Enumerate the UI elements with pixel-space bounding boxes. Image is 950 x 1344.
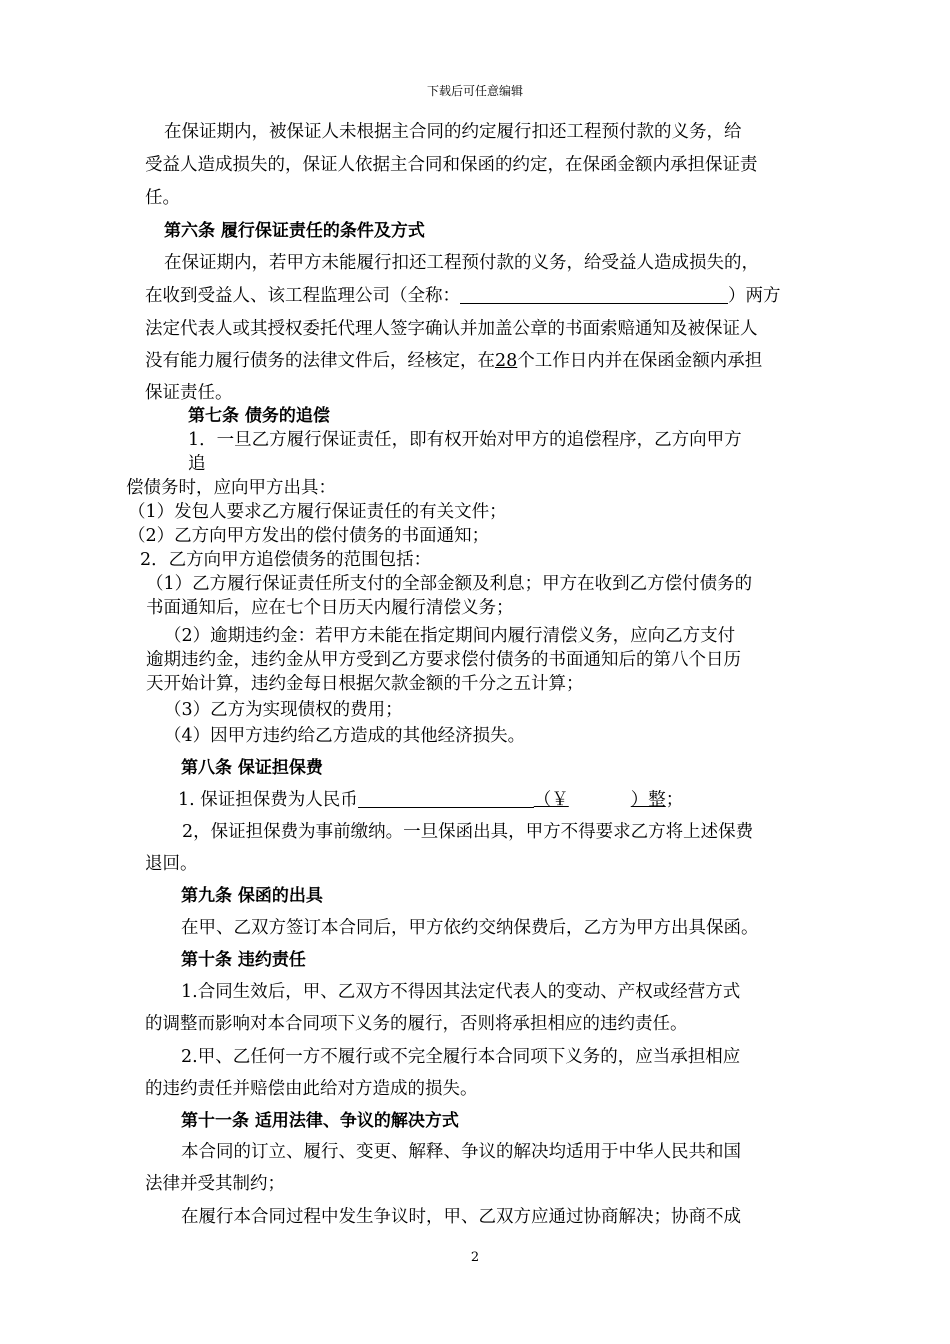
list-item: （2）乙方向甲方发出的偿付债务的书面通知； <box>128 526 490 546</box>
article-10-heading: 第十条 违约责任 <box>181 950 306 970</box>
paragraph-line: 本合同的订立、履行、变更、解释、争议的解决均适用于中华人民共和国 <box>181 1142 741 1162</box>
page-header: 下载后可任意编辑 <box>426 84 523 98</box>
text: 个工作日内并在保函金额内承担 <box>517 351 763 371</box>
list-item: （1）发包人要求乙方履行保证责任的有关文件； <box>128 502 507 522</box>
paragraph-line: 在保证期内，若甲方未能履行扣还工程预付款的义务，给受益人造成损失的， <box>164 253 759 273</box>
page-number: 2 <box>470 1250 480 1265</box>
article-8-heading: 第八条 保证担保费 <box>181 758 323 778</box>
paragraph-line: 退回。 <box>145 854 198 874</box>
paragraph-line <box>145 284 781 308</box>
fee-amount-blank <box>358 789 534 808</box>
list-item: （4）因甲方违约给乙方造成的其他经济损失。 <box>164 726 526 746</box>
text: （￥ <box>533 790 569 810</box>
article-6-heading: 第六条 履行保证责任的条件及方式 <box>164 221 425 241</box>
paragraph-line: 在甲、乙双方签订本合同后，甲方依约交纳保费后，乙方为甲方出具保函。 <box>181 918 759 938</box>
article-9-heading: 第九条 保函的出具 <box>181 886 323 906</box>
paragraph-line: 在履行本合同过程中发生争议时，甲、乙双方应通过协商解决；协商不成 <box>181 1207 741 1227</box>
paragraph-line: 天开始计算，违约金每日根据欠款金额的千分之五计算； <box>146 674 584 694</box>
text: 1. 保证担保费为人民币 <box>178 790 358 810</box>
paragraph-line: 受益人造成损失的，保证人依据主合同和保函的约定，在保函金额内承担保证责 <box>145 155 758 175</box>
paragraph-line <box>145 349 762 373</box>
paragraph-line <box>178 788 683 812</box>
paragraph-line: 在保证期内，被保证人未根据主合同的约定履行扣还工程预付款的义务，给 <box>164 122 742 142</box>
paragraph-line: 的违约责任并赔偿由此给对方造成的损失。 <box>145 1079 478 1099</box>
article-7-heading: 第七条 债务的追偿 <box>188 406 330 426</box>
paragraph-line: 法律并受其制约； <box>145 1174 285 1194</box>
supervisor-name-blank <box>460 285 728 304</box>
list-item: （2）逾期违约金：若甲方未能在指定期间内履行清偿义务，应向乙方支付 <box>164 626 736 646</box>
paragraph-line: 逾期违约金，违约金从甲方受到乙方要求偿付债务的书面通知后的第八个日历 <box>146 650 741 670</box>
paragraph-line: 保证责任。 <box>145 383 233 403</box>
text: 没有能力履行债务的法律文件后，经核定，在 <box>145 351 495 371</box>
paragraph-line: 1.合同生效后，甲、乙双方不得因其法定代表人的变动、产权或经营方式 <box>181 982 741 1002</box>
list-item: （3）乙方为实现债权的费用； <box>164 700 403 720</box>
text: ）两方 <box>728 286 781 306</box>
paragraph-line: 的调整而影响对本合同项下义务的履行，否则将承担相应的违约责任。 <box>145 1014 688 1034</box>
text: ； <box>665 790 684 810</box>
text: ）整 <box>630 790 666 810</box>
paragraph-line: 2，保证担保费为事前缴纳。一旦保函出具，甲方不得要求乙方将上述保费 <box>182 822 754 842</box>
list-item: （1）乙方履行保证责任所支付的全部金额及利息；甲方在收到乙方偿付债务的 <box>146 574 753 594</box>
text: 在收到受益人、该工程监理公司（全称： <box>145 286 460 306</box>
paragraph-line: 追 <box>188 454 206 474</box>
paragraph-line: 任。 <box>145 188 180 208</box>
paragraph-line: 书面通知后，应在七个日历天内履行清偿义务； <box>146 598 514 618</box>
working-days-value: 28 <box>495 351 518 371</box>
article-11-heading: 第十一条 适用法律、争议的解决方式 <box>181 1111 459 1131</box>
paragraph-line: 1．一旦乙方履行保证责任，即有权开始对甲方的追偿程序，乙方向甲方 <box>188 430 742 450</box>
paragraph-line: 偿债务时，应向甲方出具： <box>126 478 336 498</box>
fee-number-field <box>534 790 666 810</box>
list-item: 2．乙方向甲方追偿债务的范围包括： <box>140 550 432 570</box>
paragraph-line: 法定代表人或其授权委托代理人签字确认并加盖公章的书面索赔通知及被保证人 <box>145 319 758 339</box>
paragraph-line: 2.甲、乙任何一方不履行或不完全履行本合同项下义务的，应当承担相应 <box>181 1047 741 1067</box>
